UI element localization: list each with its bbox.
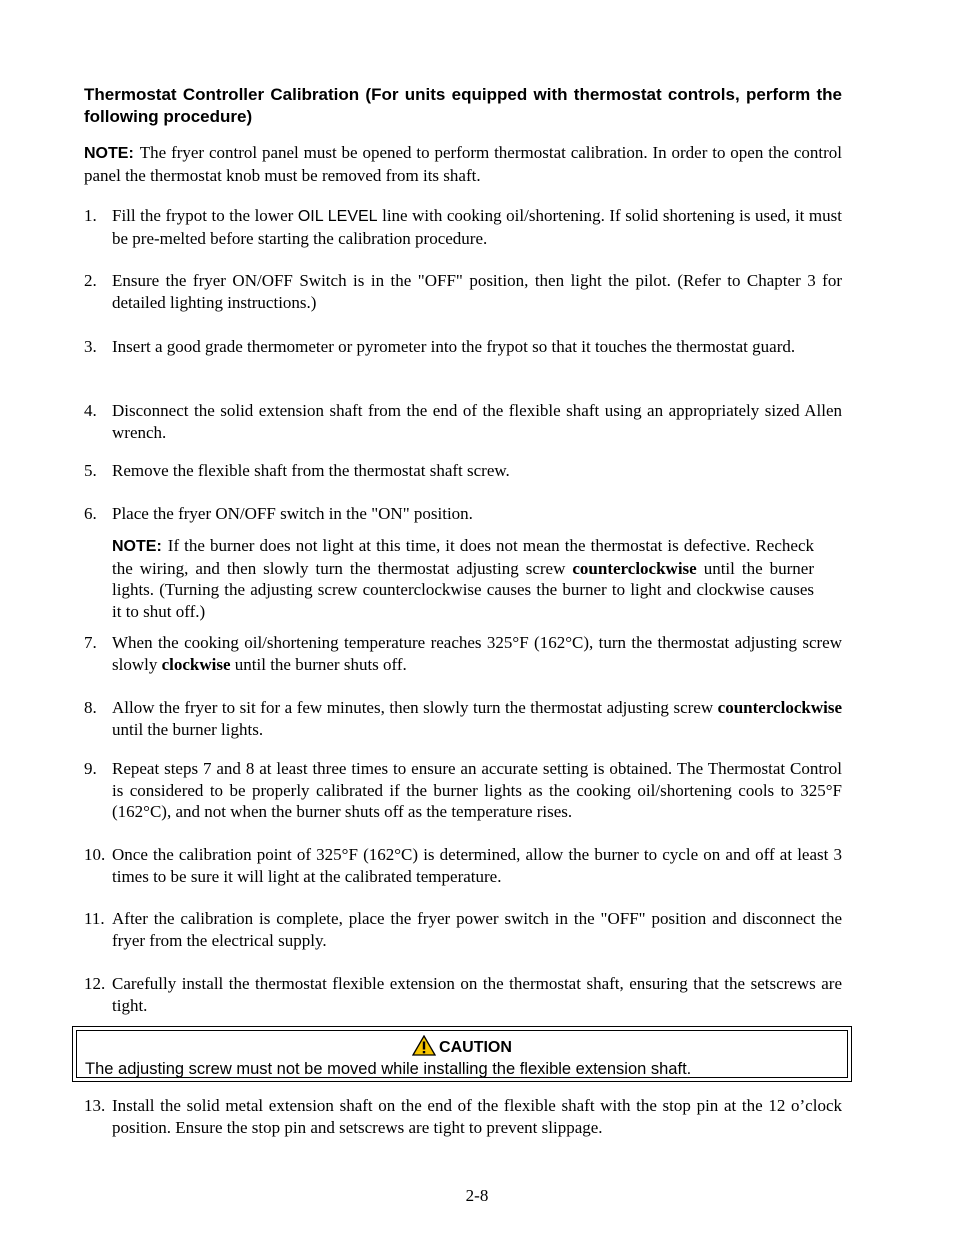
note-label: NOTE:: [84, 145, 134, 162]
clockwise-emphasis: clockwise: [161, 654, 231, 674]
step-text: Insert a good grade thermometer or pyrometer into the frypot so that it touches the thermostat guard.: [112, 337, 796, 356]
step-text: Once the calibration point of 325°F (162°C) is determined, allow the burner to cycle on and off at least 3 times to be sure it will light at the calibrated temperature.: [112, 845, 842, 886]
step-text: Carefully install the thermostat flexible extension on the thermostat shaft, ensuring that the setscrews are tight.: [112, 974, 842, 1015]
note-text: The fryer control panel must be opened to perform thermostat calibration. In order to open the control panel the thermostat knob must be removed from its shaft.: [84, 143, 842, 185]
section-heading: Thermostat Controller Calibration (For units equipped with thermostat controls, perform the following procedure): [84, 85, 842, 126]
note-paragraph: [84, 142, 842, 186]
step-number: 8.: [84, 698, 97, 717]
step-number: 1.: [84, 206, 97, 225]
step-number: 7.: [84, 633, 97, 652]
warning-triangle-icon: [412, 1035, 436, 1062]
counterclockwise-emphasis: counterclockwise: [717, 698, 842, 717]
step-text: After the calibration is complete, place the fryer power switch in the "OFF" position and disconnect the fryer from the electrical supply.: [112, 909, 842, 950]
step-1: 1. Fill the frypot to the lower OIL LEVEL line with cooking oil/shortening. If solid shortening is used, it must be pre-melted before starting the calibration procedure.: [84, 206, 842, 248]
step-number: 13.: [84, 1096, 106, 1115]
step-text: Disconnect the solid extension shaft from the end of the flexible shaft using an appropriately sized Allen wrench.: [112, 401, 842, 442]
step-10: [84, 844, 842, 887]
step-11: [84, 908, 842, 951]
step-text: Remove the flexible shaft from the thermostat shaft screw.: [112, 461, 510, 480]
step-text: Install the solid metal extension shaft on the end of the flexible shaft with the stop pin at the 12 o’clock position. Ensure the stop pin and setscrews are tight to prevent slippage.: [112, 1096, 842, 1137]
caution-inner-border: [76, 1030, 848, 1078]
step-text: Ensure the fryer ON/OFF Switch is in the "OFF" position, then light the pilot. (Refer to Chapter 3 for detailed lighting instructions.): [112, 271, 842, 312]
step-text: Repeat steps 7 and 8 at least three times to ensure an accurate setting is obtained. The Thermostat Control is considered to be properly calibrated if the burner lights as the cooking oil/shortening cools to 325°F (162°C), and not when the burner shuts off as the temperature rises.: [112, 759, 842, 821]
step-6: [84, 503, 842, 525]
step-12: [84, 973, 842, 1016]
page-number: 2-8: [465, 1186, 489, 1205]
step-number: 11.: [84, 909, 105, 928]
step-8: 8. Allow the fryer to sit for a few minutes, then slowly turn the thermostat adjusting screw counterclockwise until the burner lights.: [84, 698, 842, 739]
step-7: 7. When the cooking oil/shortening temperature reaches 325°F (162°C), turn the thermostat adjusting screw slowly clockwise until the burner shuts off.: [84, 633, 842, 674]
note-label: NOTE:: [112, 538, 162, 555]
step-5: [84, 460, 842, 482]
oil-level-label: OIL LEVEL: [297, 208, 378, 225]
step-2: [84, 270, 842, 313]
caution-box: [72, 1026, 852, 1082]
step-number: 2.: [84, 271, 97, 290]
step-9: [84, 758, 842, 823]
step-number: 12.: [84, 974, 106, 993]
step-13: [84, 1095, 842, 1138]
step-6-note: NOTE: If the burner does not light at this time, it does not mean the thermostat is defective. Recheck the wiring, and then slowly turn the thermostat adjusting screw counterclockwise until the burner lights. (Turning the adjusting screw counterclockwise causes the burner to light and clockwise causes it to shut off.): [112, 536, 814, 621]
caution-text: The adjusting screw must not be moved while installing the flexible extension shaft.: [85, 1060, 692, 1078]
step-number: 9.: [84, 759, 97, 778]
step-number: 10.: [84, 845, 106, 864]
step-text: Place the fryer ON/OFF switch in the "ON" position.: [112, 504, 473, 523]
step-4: [84, 400, 842, 443]
step-3: [84, 336, 842, 358]
step-number: 6.: [84, 504, 97, 523]
step-number: 3.: [84, 337, 97, 356]
step-number: 4.: [84, 401, 97, 420]
step-number: 5.: [84, 461, 97, 480]
counterclockwise-emphasis: counterclockwise: [572, 558, 697, 578]
caution-title: CAUTION: [77, 1035, 847, 1062]
